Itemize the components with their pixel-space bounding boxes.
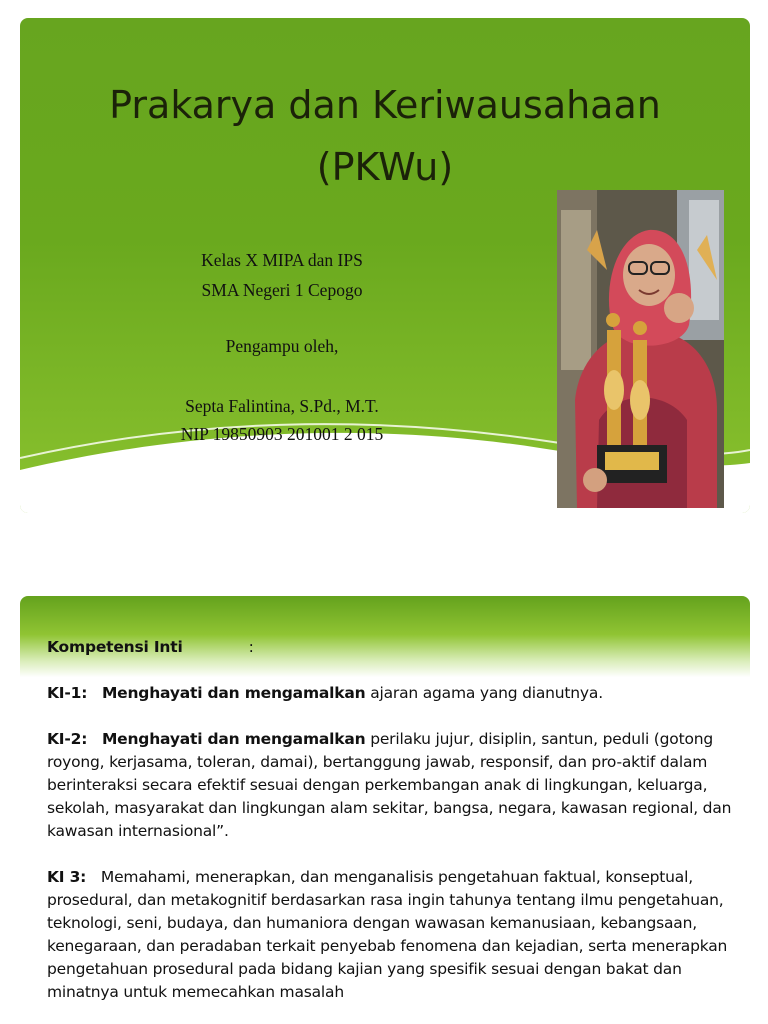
ki1-paragraph [47, 682, 737, 705]
ki3-paragraph [47, 866, 737, 1004]
ki3-label: KI 3: [47, 868, 87, 886]
competency-slide [20, 596, 750, 1024]
slide-title [40, 74, 730, 198]
instructor-label: Pengampu oleh, [225, 336, 339, 356]
school-text: SMA Negeri 1 Cepogo [201, 280, 363, 300]
teacher-nip: NIP 19850903 201001 2 015 [180, 424, 384, 444]
ki2-paragraph [47, 728, 737, 843]
ki2-label: KI-2: [47, 730, 88, 748]
teacher-name: Septa Falintina, S.Pd., M.T. [185, 396, 379, 416]
ki1-bold: Menghayati dan mengamalkan [101, 684, 366, 702]
competency-text [47, 636, 737, 1024]
ki1-text: ajaran agama yang dianutnya. [365, 684, 603, 702]
title-slide [20, 18, 750, 513]
teacher-with-trophy-photo [557, 190, 724, 508]
ki2-bold: Menghayati dan mengamalkan [101, 730, 366, 748]
title-line-2: (PKWu) [316, 145, 454, 189]
ki2-text: perilaku jujur, disiplin, santun, peduli (gotong royong, kerjasama, toleran, damai), bertanggung jawab, responsif, dan pro-aktif dalam berinteraksi secara efektif sesuai dengan perkembangan anak di lingkungan, keluarga, sekolah, masyarakat dan lingkungan alam sekitar, bangsa, negara, kawasan regional, dan kawasan internasional”. [47, 730, 732, 840]
competency-heading [47, 636, 737, 659]
ki1-label: KI-1: [47, 684, 88, 702]
ki3-text: Memahami, menerapkan, dan menganalisis pengetahuan faktual, konseptual, prosedural, dan metakognitif berdasarkan rasa ingin tahunya tentang ilmu pengetahuan, teknologi, seni, budaya, dan humaniora dengan wawasan kemanusiaan, kebangsaan, kenegaraan, dan peradaban terkait penyebab fenomena dan kejadian, serta menerapkan pengetahuan prosedural pada bidang kajian yang spesifik sesuai dengan bakat dan minatnya untuk memecahkan masalah [47, 868, 728, 1001]
heading-colon: : [248, 638, 254, 656]
heading-text: Kompetensi Inti [47, 638, 183, 656]
class-text: Kelas X MIPA dan IPS [201, 250, 363, 270]
title-line-1: Prakarya dan Keriwausahaan [109, 83, 661, 127]
